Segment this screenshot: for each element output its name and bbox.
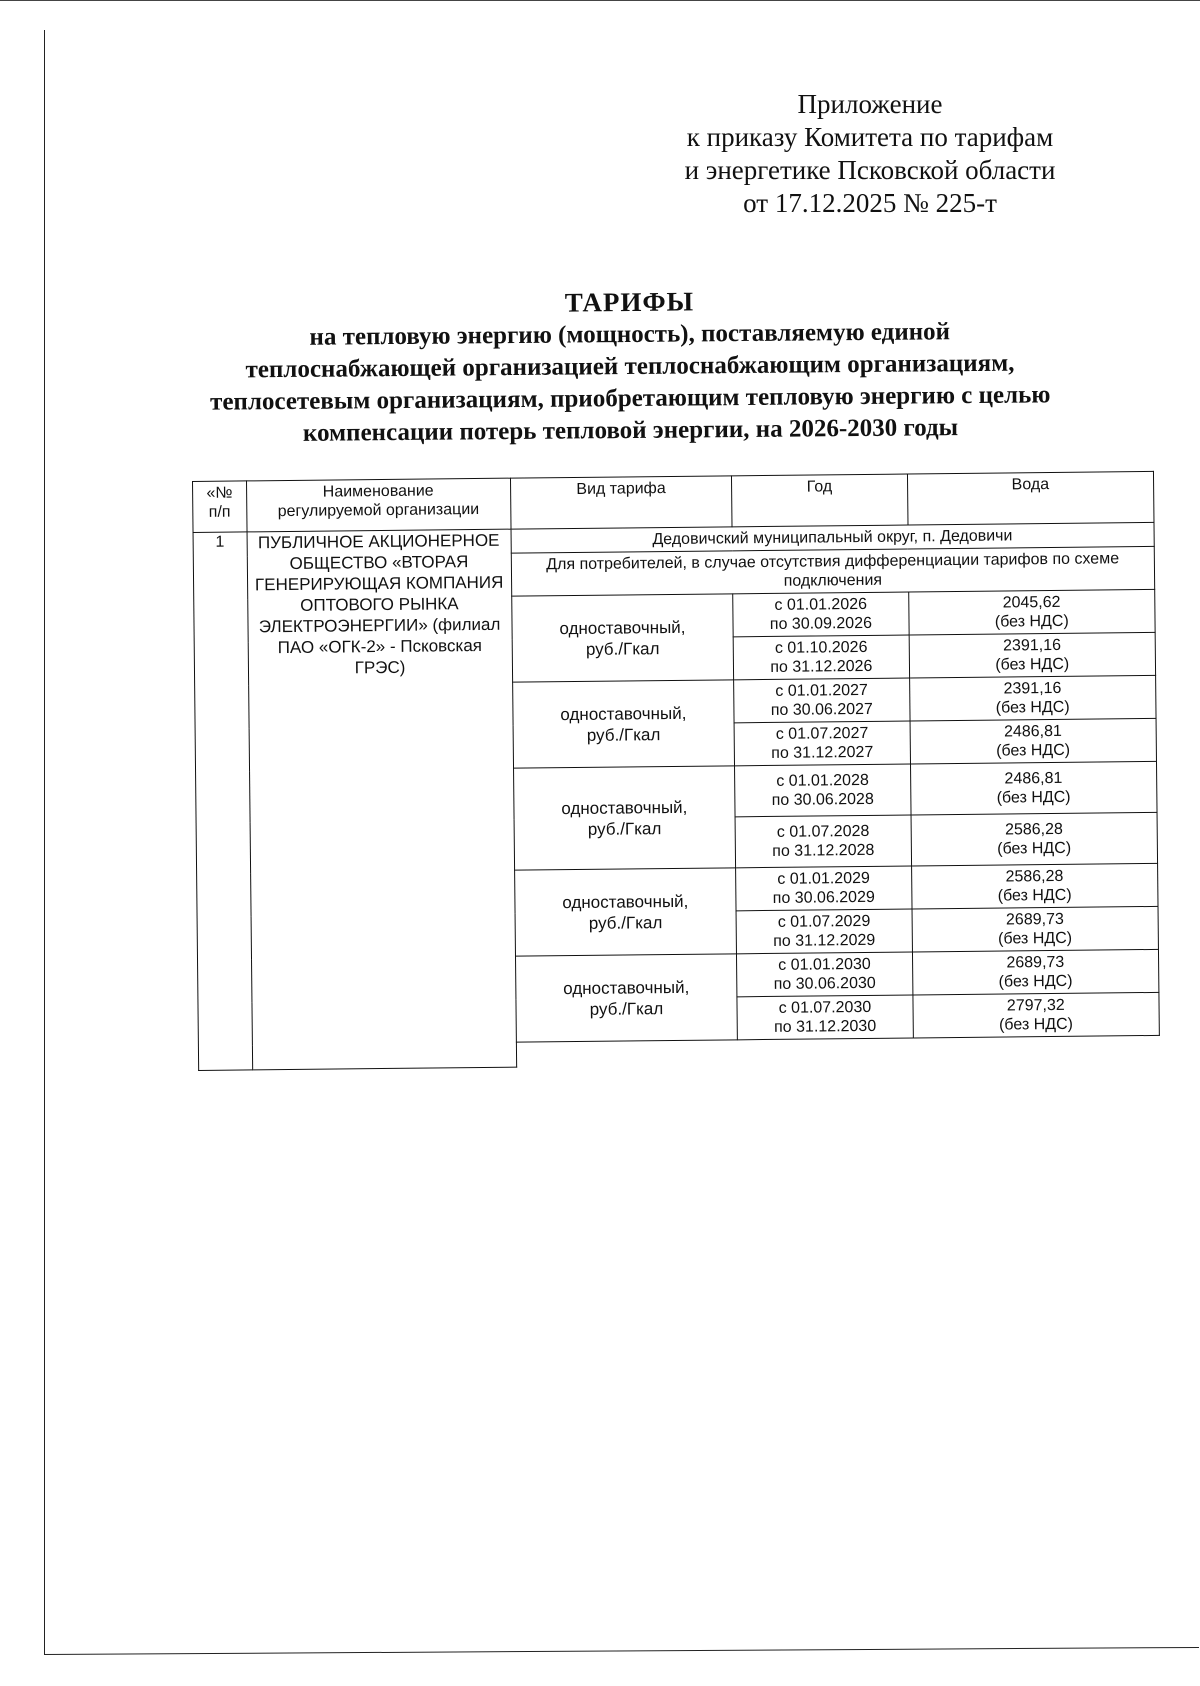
price-value: 2586,28 bbox=[1005, 867, 1064, 886]
tariff-kind-cell bbox=[515, 954, 738, 1042]
price-cell bbox=[910, 761, 1157, 815]
price-value: 2689,73 bbox=[1006, 953, 1065, 972]
tariff-kind-line: руб./Гкал bbox=[588, 912, 663, 933]
price-cell bbox=[912, 949, 1159, 995]
header-organization bbox=[246, 478, 510, 532]
period-cell bbox=[733, 592, 909, 637]
price-cell bbox=[912, 906, 1159, 952]
period-cell bbox=[735, 815, 911, 868]
price-value: 2045,62 bbox=[1002, 593, 1061, 612]
tariff-kind-cell bbox=[514, 868, 737, 956]
period-to: по 31.12.2028 bbox=[772, 841, 875, 860]
period-from: с 01.01.2027 bbox=[775, 681, 868, 700]
appendix-line: к приказу Комитета по тарифам bbox=[686, 122, 1054, 152]
price-vat-note: (без НДС) bbox=[996, 788, 1071, 807]
tariff-kind-line: руб./Гкал bbox=[589, 998, 664, 1019]
price-cell bbox=[912, 992, 1159, 1038]
price-value: 2586,28 bbox=[1004, 820, 1063, 839]
period-from: с 01.01.2026 bbox=[774, 595, 868, 614]
price-vat-note: (без НДС) bbox=[997, 886, 1072, 905]
period-cell bbox=[734, 721, 910, 766]
tariff-kind-cell bbox=[513, 766, 736, 870]
period-to: по 31.12.2026 bbox=[770, 657, 873, 676]
document-title bbox=[129, 281, 1130, 452]
price-value: 2689,73 bbox=[1005, 910, 1064, 929]
price-value: 2797,32 bbox=[1006, 996, 1065, 1015]
period-cell bbox=[733, 635, 909, 680]
subtitle-line: компенсации потерь тепловой энергии, на 2026-2030 годы bbox=[302, 414, 959, 447]
header-organization-line: регулируемой организации bbox=[277, 500, 480, 521]
price-cell bbox=[910, 718, 1157, 764]
subtitle-line: теплоснабжающей организацией теплоснабжающим организациям, bbox=[245, 349, 1015, 384]
tariff-kind-cell bbox=[512, 680, 735, 768]
period-to: по 31.12.2029 bbox=[773, 931, 876, 950]
period-cell bbox=[736, 909, 912, 954]
header-water: Вода bbox=[907, 471, 1154, 525]
price-value: 2486,81 bbox=[1003, 722, 1062, 741]
header-number-line: п/п bbox=[208, 503, 231, 521]
price-vat-note: (без НДС) bbox=[996, 741, 1071, 760]
tariff-kind-line: одноставочный, bbox=[561, 797, 688, 818]
district-cell: Дедовичский муниципальный округ, п. Дедовичи bbox=[511, 522, 1155, 553]
period-from: с 01.07.2027 bbox=[775, 724, 869, 743]
period-from: с 01.10.2026 bbox=[774, 638, 868, 657]
tariff-kind-line: руб./Гкал bbox=[586, 724, 661, 745]
period-cell bbox=[735, 764, 911, 817]
period-to: по 31.12.2027 bbox=[771, 743, 874, 762]
price-cell bbox=[911, 863, 1158, 909]
price-cell bbox=[908, 589, 1155, 635]
subtitle-line: теплосетевым организациям, приобретающим тепловую энергию с целью bbox=[209, 381, 1051, 416]
page-edge-left bbox=[44, 30, 45, 1655]
period-to: по 30.06.2028 bbox=[771, 790, 874, 809]
price-vat-note: (без НДС) bbox=[995, 698, 1070, 717]
period-cell bbox=[737, 995, 913, 1040]
tariff-kind-line: одноставочный, bbox=[562, 891, 689, 912]
tariff-kind-line: одноставочный, bbox=[559, 617, 686, 638]
tariff-kind-line: одноставочный, bbox=[563, 977, 690, 998]
tariff-kind-line: одноставочный, bbox=[560, 703, 687, 724]
appendix-line: Приложение bbox=[797, 89, 943, 119]
period-from: с 01.01.2029 bbox=[777, 869, 870, 888]
period-from: с 01.01.2030 bbox=[778, 955, 871, 974]
subtitle-line: на тепловую энергию (мощность), поставляемую единой bbox=[309, 318, 951, 351]
tariff-table bbox=[192, 471, 1160, 1071]
page-edge-bottom bbox=[44, 1647, 1199, 1655]
price-cell bbox=[909, 632, 1156, 678]
price-cell bbox=[911, 812, 1158, 866]
row-number: 1 bbox=[193, 532, 252, 1070]
appendix-line: от 17.12.2025 № 225-т bbox=[743, 188, 997, 218]
header-number bbox=[193, 481, 247, 533]
period-from: с 01.07.2028 bbox=[776, 822, 870, 841]
tariff-kind-cell bbox=[511, 594, 734, 682]
header-year: Год bbox=[732, 474, 908, 527]
tariff-table-wrapper bbox=[192, 471, 1160, 1071]
organization-name: ПУБЛИЧНОЕ АКЦИОНЕРНОЕ ОБЩЕСТВО «ВТОРАЯ ГЕНЕРИРУЮЩАЯ КОМПАНИЯ ОПТОВОГО РЫНКА ЭЛЕКТРОЭНЕРГИИ» (филиал ПАО «ОГК-2» - Псковская ГРЭС) bbox=[247, 529, 517, 1069]
period-to: по 30.06.2027 bbox=[770, 700, 873, 719]
period-to: по 30.06.2030 bbox=[773, 974, 876, 993]
period-to: по 30.06.2029 bbox=[772, 888, 875, 907]
price-value: 2391,16 bbox=[1003, 636, 1062, 655]
page-edge-top bbox=[0, 0, 1200, 1]
header-organization-line: Наименование bbox=[322, 482, 434, 501]
appendix-line: и энергетике Псковской области bbox=[684, 155, 1056, 185]
title-main: ТАРИФЫ bbox=[564, 286, 695, 318]
appendix-header bbox=[640, 88, 1100, 220]
period-cell bbox=[734, 678, 910, 723]
price-vat-note: (без НДС) bbox=[995, 655, 1070, 674]
tariff-kind-line: руб./Гкал bbox=[587, 818, 662, 839]
period-to: по 31.12.2030 bbox=[774, 1017, 877, 1036]
title-subtitle bbox=[130, 315, 1131, 452]
tariff-kind-line: руб./Гкал bbox=[585, 638, 660, 659]
consumers-cell: Для потребителей, в случае отсутствия дифференциации тарифов по схеме подключения bbox=[511, 546, 1155, 596]
price-vat-note: (без НДС) bbox=[997, 839, 1072, 858]
period-from: с 01.07.2030 bbox=[778, 998, 872, 1017]
price-vat-note: (без НДС) bbox=[998, 1015, 1074, 1034]
period-cell bbox=[737, 952, 913, 997]
price-vat-note: (без НДС) bbox=[994, 612, 1069, 631]
header-number-line: «№ bbox=[206, 484, 233, 502]
period-from: с 01.01.2028 bbox=[776, 771, 869, 790]
price-value: 2486,81 bbox=[1004, 769, 1063, 788]
price-vat-note: (без НДС) bbox=[998, 929, 1073, 948]
header-tariff-kind: Вид тарифа bbox=[510, 476, 732, 529]
price-vat-note: (без НДС) bbox=[998, 972, 1073, 991]
period-to: по 30.09.2026 bbox=[769, 614, 873, 633]
period-cell bbox=[736, 866, 912, 911]
price-cell bbox=[909, 675, 1156, 721]
period-from: с 01.07.2029 bbox=[777, 912, 871, 931]
price-value: 2391,16 bbox=[1003, 679, 1062, 698]
